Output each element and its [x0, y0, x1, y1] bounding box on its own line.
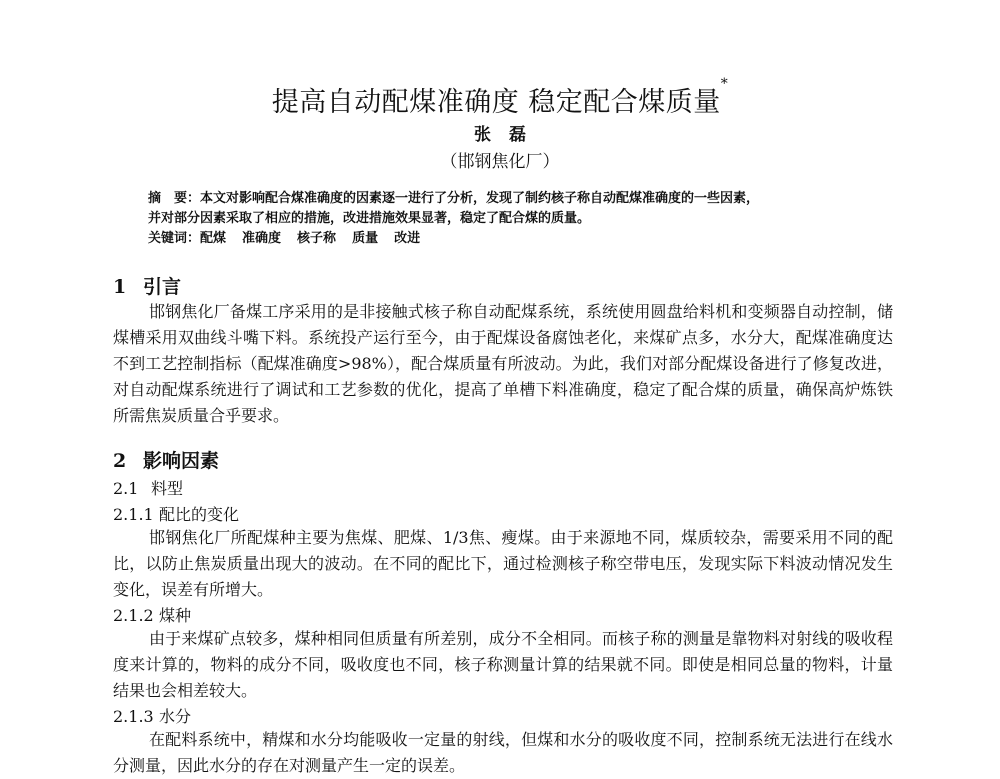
- keyword: 质量: [352, 231, 379, 246]
- title-text: 提高自动配煤准确度 稳定配合煤质量: [271, 87, 721, 118]
- subsection-number: 2.1: [113, 479, 139, 498]
- abstract-line-2: 并对部分因素采取了相应的措施，改进措施效果显著，稳定了配合煤的质量。: [148, 211, 591, 226]
- subsubsection-title: 煤种: [159, 606, 192, 625]
- author: 张磊: [474, 125, 544, 145]
- subsubsection-title: 配比的变化: [159, 505, 240, 524]
- subsubsection-number: 2.1.3: [113, 707, 154, 726]
- paper-title: [0, 76, 1000, 119]
- section-2: [113, 446, 893, 779]
- subsubsection-number: 2.1.1: [113, 505, 154, 524]
- subsection-title: 料型: [151, 479, 184, 498]
- keywords-line: [148, 229, 888, 249]
- paragraph: 邯钢焦化厂备煤工序采用的是非接触式核子称自动配煤系统，系统使用圆盘给料机和变频器自动控制，储煤槽采用双曲线斗嘴下料。系统投产运行至今，由于配煤设备腐蚀老化，来煤矿点多，水分大，配煤准确度达不到工艺控制指标（配煤准确度>98%），配合煤质量有所波动。为此，我们对部分配煤设备进行了修复改进，对自动配煤系统进行了调试和工艺参数的优化，提高了单槽下料准确度，稳定了配合煤的质量，确保高炉炼铁所需焦炭质量合乎要求。: [113, 302, 893, 425]
- subsubsection-heading: [113, 704, 893, 727]
- paragraph: 由于来煤矿点较多，煤种相同但质量有所差别，成分不全相同。而核子称的测量是靠物料对射线的吸收程度来计算的，物料的成分不同，吸收度也不同，核子称测量计算的结果就不同。即使是相同总量的物料，计量结果也会相差较大。: [113, 629, 893, 700]
- abstract-block: [148, 189, 888, 249]
- keyword: 配煤: [200, 231, 227, 246]
- keyword: 准确度: [242, 231, 282, 246]
- title-footnote-mark: *: [720, 76, 729, 92]
- keywords-label: 关键词：: [148, 231, 201, 246]
- paragraph: 在配料系统中，精煤和水分均能吸收一定量的射线，但煤和水分的吸收度不同，控制系统无法进行在线水分测量，因此水分的存在对测量产生一定的误差。: [113, 730, 893, 775]
- section-heading: [113, 446, 893, 473]
- subsubsection-heading: [113, 603, 893, 626]
- keyword: 核子称: [297, 231, 337, 246]
- abstract-label: 摘 要：: [148, 191, 201, 206]
- subsection-heading: [113, 476, 893, 499]
- paragraph: 邯钢焦化厂所配煤种主要为焦煤、肥煤、1/3焦、瘦煤。由于来源地不同，煤质较杂，需要采用不同的配比，以防止焦炭质量出现大的波动。在不同的配比下，通过检测核子称空带电压，发现实际下料波动情况发生变化，误差有所增大。: [113, 528, 893, 599]
- abstract-text-1: 本文对影响配合煤准确度的因素逐一进行了分析，发现了制约核子称自动配煤准确度的一些因素，: [200, 191, 760, 206]
- affiliation: （邯钢焦化厂）: [440, 152, 560, 172]
- section-1: [113, 272, 893, 429]
- section-title: 引言: [143, 276, 182, 298]
- section-number: 1: [113, 276, 127, 298]
- subsubsection-title: 水分: [159, 707, 192, 726]
- subsubsection-number: 2.1.2: [113, 606, 154, 625]
- subsubsection-heading: [113, 502, 893, 525]
- section-heading: [113, 272, 893, 299]
- section-title: 影响因素: [143, 450, 220, 472]
- keyword: 改进: [394, 231, 421, 246]
- abstract-line-1: [148, 189, 888, 209]
- section-number: 2: [113, 450, 127, 472]
